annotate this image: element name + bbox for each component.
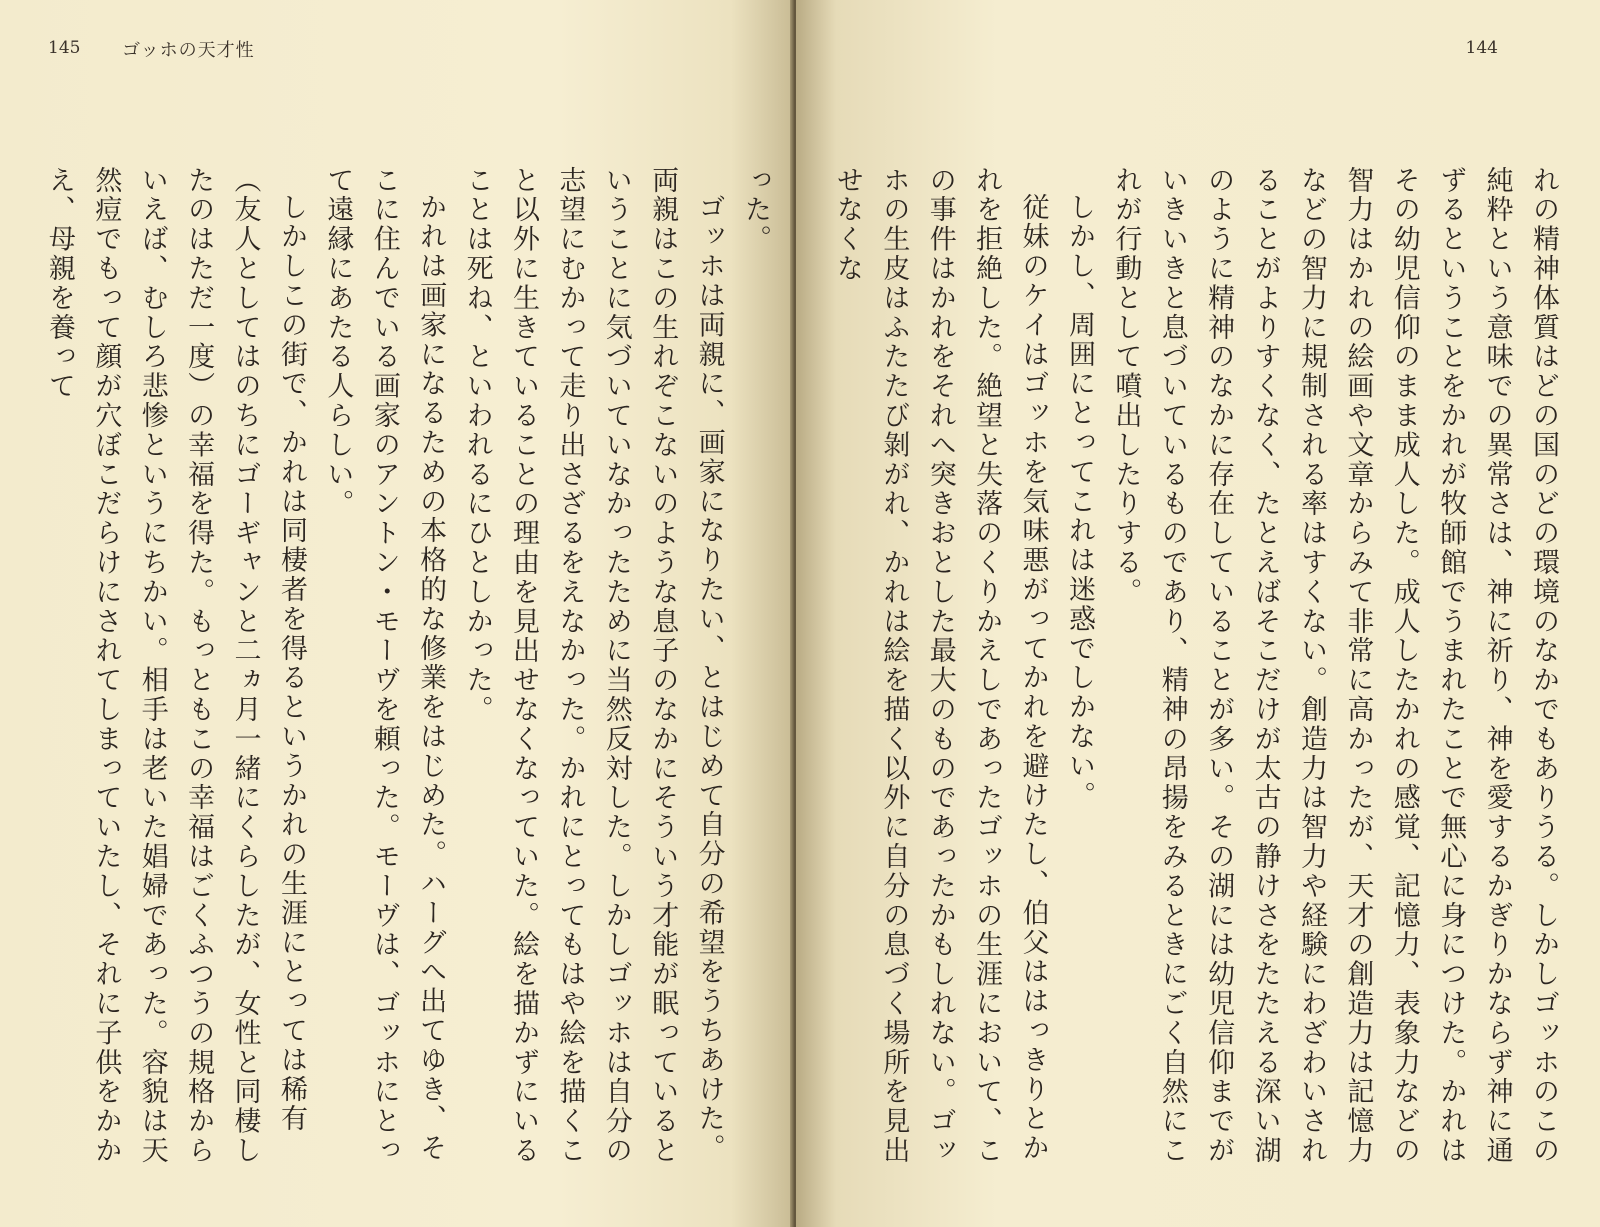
- page-number-right: 144: [1465, 38, 1498, 58]
- left-page: [0, 0, 794, 1227]
- paragraph: った。: [740, 166, 771, 255]
- paragraph: しかし、周囲にとってこれは迷惑でしかない。: [1063, 193, 1095, 811]
- paragraph: れの精神体質はどの国のどの環境のなかでもありうる。しかしゴッホのこの純粋という意味での異常さは、神に祈り、神を愛するかぎりかならず神に通ずるということをかれが牧師館でうまれたことで無心に身につけた。かれはその幼児信仰のまま成人した。成人したかれの感覚、記憶力、表象力などの智力はかれの絵画や文章からみて非常に高かったが、天才の創造力は記憶力などの智力に規制される率はすくない。創造力は智力や経験にわざわいされることがよりすくなく、たとえばそこだけが太古の静けさをたたえる深い湖のように精神のなかに存在していることが多い。その湖には幼児信仰までがいきいきと息づいているものであり、精神の昂揚をみるときにごく自然にこれが行動として噴出したりする。: [1110, 166, 1559, 1166]
- right-page: [796, 0, 1600, 1227]
- running-title: ゴッホの天才性: [122, 40, 255, 61]
- right-page-text: [831, 166, 1566, 1171]
- page-number-left: 145: [48, 38, 81, 58]
- paragraph: 従妹のケイはゴッホを気味悪がってかれを避けたし、伯父ははっきりとかれを拒絶した。絶望と失落のくりかえしであったゴッホの生涯において、この事件はかれをそれへ突きおとした最大のものであったかもしれない。ゴッホの生皮はふたたび剝がれ、かれは絵を描く以外に自分の息づく場所を見出せなくな: [831, 166, 1049, 1166]
- left-page-text: [22, 166, 778, 1171]
- paragraph: しかしこの街で、かれは同棲者を得るというかれの生涯にとっては稀有（友人としてはのちにゴーギャンと二ヵ月一緒にくらしたが、女性と同棲したのはただ一度）の幸福を得た。もっともこの幸福はごくふつうの規格からいえば、むしろ悲惨というにちかい。相手は老いた娼婦であった。容貌は天然痘でもって顔が穴ぼこだらけにされてしまっていたし、それに子供をかかえ、母親を養って: [43, 166, 307, 1166]
- paragraph: ゴッホは両親に、画家になりたい、とはじめて自分の希望をうちあけた。両親はこの生れぞこないのような息子のなかにそういう才能が眠っているということに気づいていなかったために当然反対した。しかしゴッホは自分の志望にむかって走り出さざるをえなかった。かれにとってもはや絵を描くこと以外に生きていることの理由を見出せなくなっていた。絵を描かずにいることは死ね、といわれるにひとしかった。: [461, 166, 725, 1166]
- paragraph: かれは画家になるための本格的な修業をはじめた。ハーグへ出てゆき、そこに住んでいる画家のアントン・モーヴを頼った。モーヴは、ゴッホにとって遠縁にあたる人らしい。: [322, 166, 447, 1166]
